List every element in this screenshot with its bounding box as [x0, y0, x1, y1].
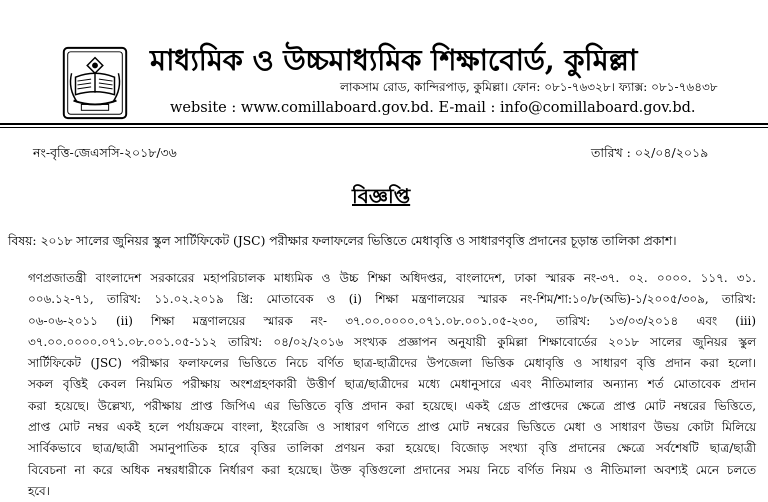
notice-body — [28, 268, 756, 502]
body-line: ৩৭.০০.০০০০.০৭১.০৮.০০১.০৫-১১২ তারিখ: ০৪/০২/২০১৬ সংখ্যক প্রজ্ঞাপন অনুযায়ী কুমিল্লা শিক্ষাবোর্ডের ২০১৮ সালের জুনিয়র স্কুল — [28, 334, 756, 349]
board-address: লাকসাম রোড, কান্দিরপাড়, কুমিল্লা। ফোন: ০৮১-৭৬৩২৮। ফ্যাক্স: ০৮১-৭৬৪৩৮ — [340, 80, 718, 94]
body-line: ০৬-০৬-২০১১ (ii) শিক্ষা মন্ত্রণালয়ের স্মারক নং- ৩৭.০০.০০০০.০৭১.০৮.০০১.০৫-২৩০, তারিখ: ১৩/০৩/২০১৪ এবং (iii) — [28, 313, 756, 328]
body-line: সকল বৃত্তিই কেবল নিয়মিত পরীক্ষায় অংশগ্রহণকারী উত্তীর্ণ ছাত্র/ছাত্রীদের মধ্যে মেধানুসারে এবং নীতিমালার অন্যান্য শর্ত মোতাবেক প্রদান — [28, 377, 756, 392]
body-line: বিবেচনা না করে অধিক নম্বরধারীকে নির্ধারণ করা হয়েছে। উক্ত বৃত্তিগুলো প্রদানের সময় নিচে বর্ণিত নিয়ম ও নীতিমালা অবশ্যই মেনে চলতে — [28, 462, 756, 477]
header-divider-thin — [0, 127, 768, 128]
body-line: সার্টিফিকেট (JSC) পরীক্ষার ফলাফলের ভিত্তিতে নিচে বর্ণিত ছাত্র-ছাত্রীদের উপজেলা ভিত্তিক মেধাবৃত্তি ও সাধারণ বৃত্তি প্রদান করা হলো। — [28, 356, 756, 371]
board-name: মাধ্যমিক ও উচ্চমাধ্যমিক শিক্ষাবোর্ড, কুমিল্লা — [150, 43, 638, 77]
memo-number: নং-বৃত্তি-জেএসসি-২০১৮/৩৬ — [33, 145, 177, 160]
body-line: গণপ্রজাতন্ত্রী বাংলাদেশ সরকারের মহাপরিচালক মাধ্যমিক ও উচ্চ শিক্ষা অধিদপ্তর, বাংলাদেশ, ঢাকা স্মারক নং-৩৭. ০২. ০০০০. ১১৭. ৩১. — [28, 271, 756, 285]
board-emblem-icon — [56, 44, 134, 122]
body-line: হবে। — [28, 483, 50, 498]
letterhead — [0, 0, 768, 130]
body-line: ০০৬.১২-৭১, তারিখ: ১১.০২.২০১৯ খ্রি: মোতাবেক ও (i) শিক্ষা মন্ত্রণালয়ের স্মারক নং-শিম/শা:১০/৮(অভি)-১/২০০৫/৩০৯, তারিখ: — [28, 292, 756, 307]
body-line: সার্বিকভাবে ছাত্র/ছাত্রী সমানুপাতিক হারে বৃত্তির তালিকা প্রণয়ন করা হয়েছে। বিজোড় সংখ্যা বৃত্তি প্রদানের ক্ষেত্রে সর্বশেষটি ছাত্র/ছাত্রী — [28, 441, 756, 456]
body-line: প্রাপ্ত মোট নম্বর একই হলে পর্যায়ক্রমে বাংলা, ইংরেজি ও সাধারণ গণিতে প্রাপ্ত মোট নম্বরের ভিত্তিতে মেধা ও সাধারণ উভয় কোটা মিলিয়ে — [28, 420, 756, 435]
board-web-contact: website : www.comillaboard.gov.bd. E-mail : info@comillaboard.gov.bd. — [170, 100, 696, 116]
notice-title: বিজ্ঞপ্তি — [352, 184, 411, 208]
notice-subject: বিষয়: ২০১৮ সালের জুনিয়র স্কুল সার্টিফিকেট (JSC) পরীক্ষার ফলাফলের ভিত্তিতে মেধাবৃত্তি ও সাধারণবৃত্তি প্রদানের চূড়ান্ত তালিকা প্রকাশ। — [8, 234, 677, 248]
header-divider — [0, 123, 768, 125]
notice-date: তারিখ : ০২/০৪/২০১৯ — [591, 145, 709, 160]
body-line: করা হয়েছে। উল্লেখ্য, পরীক্ষায় প্রাপ্ত জিপিএ এর ভিত্তিতে বৃত্তি প্রদান করা হয়েছে। একই গ্রেড প্রাপ্তদের ক্ষেত্রে প্রাপ্ত মোট নম্বরের ভিত্তিতে, — [28, 398, 756, 413]
